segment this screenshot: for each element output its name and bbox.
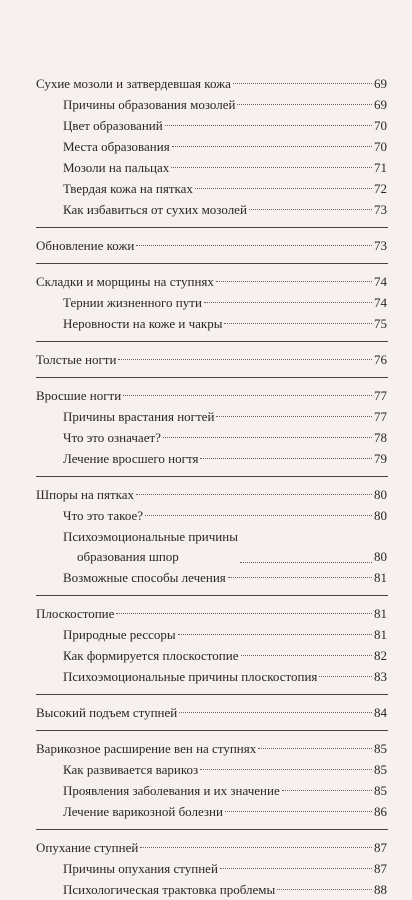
dot-leader bbox=[282, 790, 372, 791]
dot-leader bbox=[240, 562, 372, 563]
toc-chapter bbox=[0, 271, 412, 334]
subsection-entry bbox=[0, 666, 412, 687]
subsection-entry bbox=[0, 427, 412, 448]
page-number: 76 bbox=[374, 352, 387, 367]
dot-leader bbox=[200, 458, 372, 459]
page-number: 85 bbox=[374, 762, 387, 777]
dot-leader bbox=[277, 889, 372, 890]
dot-leader bbox=[136, 245, 372, 246]
page-number: 85 bbox=[374, 741, 387, 756]
page-number: 81 bbox=[374, 570, 387, 585]
subsection-entry bbox=[0, 879, 412, 900]
subsection-title: Психологическая трактовка проблемы bbox=[63, 882, 276, 897]
subsection-entry bbox=[0, 567, 412, 588]
section-divider bbox=[36, 341, 388, 342]
page-number: 87 bbox=[374, 861, 387, 876]
chapter-entry bbox=[0, 349, 412, 370]
chapter-entry bbox=[0, 73, 412, 94]
subsection-title: Природные рессоры bbox=[63, 627, 176, 642]
page-number: 79 bbox=[374, 451, 387, 466]
dot-leader bbox=[258, 748, 372, 749]
subsection-entry bbox=[0, 406, 412, 427]
section-divider bbox=[36, 263, 388, 264]
page-number: 77 bbox=[374, 409, 387, 424]
page-number: 80 bbox=[374, 508, 387, 523]
subsection-title: Цвет образований bbox=[63, 118, 163, 133]
subsection-entry bbox=[0, 199, 412, 220]
dot-leader bbox=[249, 209, 372, 210]
subsection-title: Твердая кожа на пятках bbox=[63, 181, 193, 196]
page-number: 74 bbox=[374, 274, 387, 289]
dot-leader bbox=[171, 167, 372, 168]
subsection-title: Причины врастания ногтей bbox=[63, 409, 215, 424]
subsection-entry bbox=[0, 526, 412, 567]
subsection-title: Как развивается варикоз bbox=[63, 762, 199, 777]
toc-chapter bbox=[0, 837, 412, 900]
page-number: 70 bbox=[374, 139, 387, 154]
page-number: 77 bbox=[374, 388, 387, 403]
subsection-title: Неровности на коже и чакры bbox=[63, 316, 223, 331]
page-number: 75 bbox=[374, 316, 387, 331]
subsection-title: Места образования bbox=[63, 139, 170, 154]
toc-chapter bbox=[0, 484, 412, 588]
subsection-title: Тернии жизненного пути bbox=[63, 295, 202, 310]
subsection-title bbox=[63, 527, 238, 567]
page-number: 84 bbox=[374, 705, 387, 720]
chapter-title: Сухие мозоли и затвердевшая кожа bbox=[36, 76, 231, 91]
dot-leader bbox=[228, 577, 372, 578]
toc-chapter bbox=[0, 603, 412, 687]
subsection-entry bbox=[0, 115, 412, 136]
page-number: 73 bbox=[374, 202, 387, 217]
subsection-entry bbox=[0, 624, 412, 645]
dot-leader bbox=[179, 712, 372, 713]
dot-leader bbox=[241, 655, 373, 656]
dot-leader bbox=[172, 146, 372, 147]
chapter-title: Складки и морщины на ступнях bbox=[36, 274, 214, 289]
chapter-title: Шпоры на пятках bbox=[36, 487, 135, 502]
subsection-title: Лечение варикозной болезни bbox=[63, 804, 223, 819]
section-divider bbox=[36, 730, 388, 731]
chapter-title: Высокий подъем ступней bbox=[36, 705, 178, 720]
chapter-entry bbox=[0, 235, 412, 256]
chapter-entry bbox=[0, 484, 412, 505]
page-number: 80 bbox=[374, 549, 387, 564]
subsection-entry bbox=[0, 448, 412, 469]
chapter-title: Варикозное расширение вен на ступнях bbox=[36, 741, 257, 756]
chapter-entry bbox=[0, 738, 412, 759]
subsection-title: Как избавиться от сухих мозолей bbox=[63, 202, 247, 217]
page-number: 81 bbox=[374, 606, 387, 621]
toc-chapter bbox=[0, 738, 412, 822]
table-of-contents bbox=[0, 73, 412, 900]
page-number: 70 bbox=[374, 118, 387, 133]
subsection-title: Что это такое? bbox=[63, 508, 144, 523]
toc-chapter bbox=[0, 385, 412, 469]
chapter-entry bbox=[0, 271, 412, 292]
dot-leader bbox=[220, 868, 372, 869]
subsection-title: Причины опухания ступней bbox=[63, 861, 218, 876]
dot-leader bbox=[165, 125, 372, 126]
subsection-entry bbox=[0, 858, 412, 879]
dot-leader bbox=[237, 104, 372, 105]
subsection-entry bbox=[0, 801, 412, 822]
page-number: 87 bbox=[374, 840, 387, 855]
page-number: 71 bbox=[374, 160, 387, 175]
dot-leader bbox=[163, 437, 372, 438]
section-divider bbox=[36, 694, 388, 695]
subsection-entry bbox=[0, 94, 412, 115]
chapter-title: Толстые ногти bbox=[36, 352, 117, 367]
subsection-title: Лечение вросшего ногтя bbox=[63, 451, 199, 466]
chapter-entry bbox=[0, 702, 412, 723]
subsection-title: Возможные способы лечения bbox=[63, 570, 226, 585]
toc-chapter bbox=[0, 235, 412, 256]
subsection-entry bbox=[0, 759, 412, 780]
toc-chapter bbox=[0, 702, 412, 723]
dot-leader bbox=[204, 302, 372, 303]
subsection-title: Причины образования мозолей bbox=[63, 97, 236, 112]
subsection-entry bbox=[0, 136, 412, 157]
dot-leader bbox=[200, 769, 372, 770]
dot-leader bbox=[140, 847, 372, 848]
dot-leader bbox=[118, 359, 372, 360]
page-number: 69 bbox=[374, 97, 387, 112]
page-number: 72 bbox=[374, 181, 387, 196]
page-number: 74 bbox=[374, 295, 387, 310]
page-number: 78 bbox=[374, 430, 387, 445]
toc-chapter bbox=[0, 73, 412, 220]
subsection-entry bbox=[0, 645, 412, 666]
dot-leader bbox=[224, 323, 372, 324]
subsection-entry bbox=[0, 780, 412, 801]
subsection-title: Проявления заболевания и их значение bbox=[63, 783, 280, 798]
page-number: 82 bbox=[374, 648, 387, 663]
subsection-title: Что это означает? bbox=[63, 430, 161, 445]
toc-chapter bbox=[0, 349, 412, 370]
subsection-entry bbox=[0, 505, 412, 526]
page-number: 80 bbox=[374, 487, 387, 502]
chapter-title: Плоскостопие bbox=[36, 606, 115, 621]
section-divider bbox=[36, 595, 388, 596]
section-divider bbox=[36, 377, 388, 378]
chapter-entry bbox=[0, 837, 412, 858]
page-number: 73 bbox=[374, 238, 387, 253]
section-divider bbox=[36, 829, 388, 830]
subsection-entry bbox=[0, 292, 412, 313]
dot-leader bbox=[116, 613, 372, 614]
subsection-title: Как формируется плоскостопие bbox=[63, 648, 239, 663]
chapter-entry bbox=[0, 603, 412, 624]
dot-leader bbox=[225, 811, 372, 812]
page-number: 86 bbox=[374, 804, 387, 819]
subsection-entry bbox=[0, 313, 412, 334]
dot-leader bbox=[123, 395, 372, 396]
chapter-entry bbox=[0, 385, 412, 406]
section-divider bbox=[36, 476, 388, 477]
dot-leader bbox=[216, 281, 372, 282]
subsection-entry bbox=[0, 178, 412, 199]
page-number: 88 bbox=[374, 882, 387, 897]
dot-leader bbox=[145, 515, 372, 516]
page-number: 69 bbox=[374, 76, 387, 91]
chapter-title: Опухание ступней bbox=[36, 840, 139, 855]
page-number: 83 bbox=[374, 669, 387, 684]
page-number: 81 bbox=[374, 627, 387, 642]
subsection-title: Психоэмоциональные причины плоскостопия bbox=[63, 669, 318, 684]
dot-leader bbox=[233, 83, 372, 84]
section-divider bbox=[36, 227, 388, 228]
subsection-title: Мозоли на пальцах bbox=[63, 160, 170, 175]
page-number: 85 bbox=[374, 783, 387, 798]
chapter-title: Обновление кожи bbox=[36, 238, 135, 253]
dot-leader bbox=[178, 634, 372, 635]
subsection-title-line: Психоэмоциональные причины bbox=[63, 529, 238, 544]
dot-leader bbox=[195, 188, 372, 189]
dot-leader bbox=[136, 494, 372, 495]
dot-leader bbox=[319, 676, 372, 677]
dot-leader bbox=[216, 416, 372, 417]
subsection-entry bbox=[0, 157, 412, 178]
chapter-title: Вросшие ногти bbox=[36, 388, 122, 403]
subsection-title-line: образования шпор bbox=[77, 549, 179, 564]
